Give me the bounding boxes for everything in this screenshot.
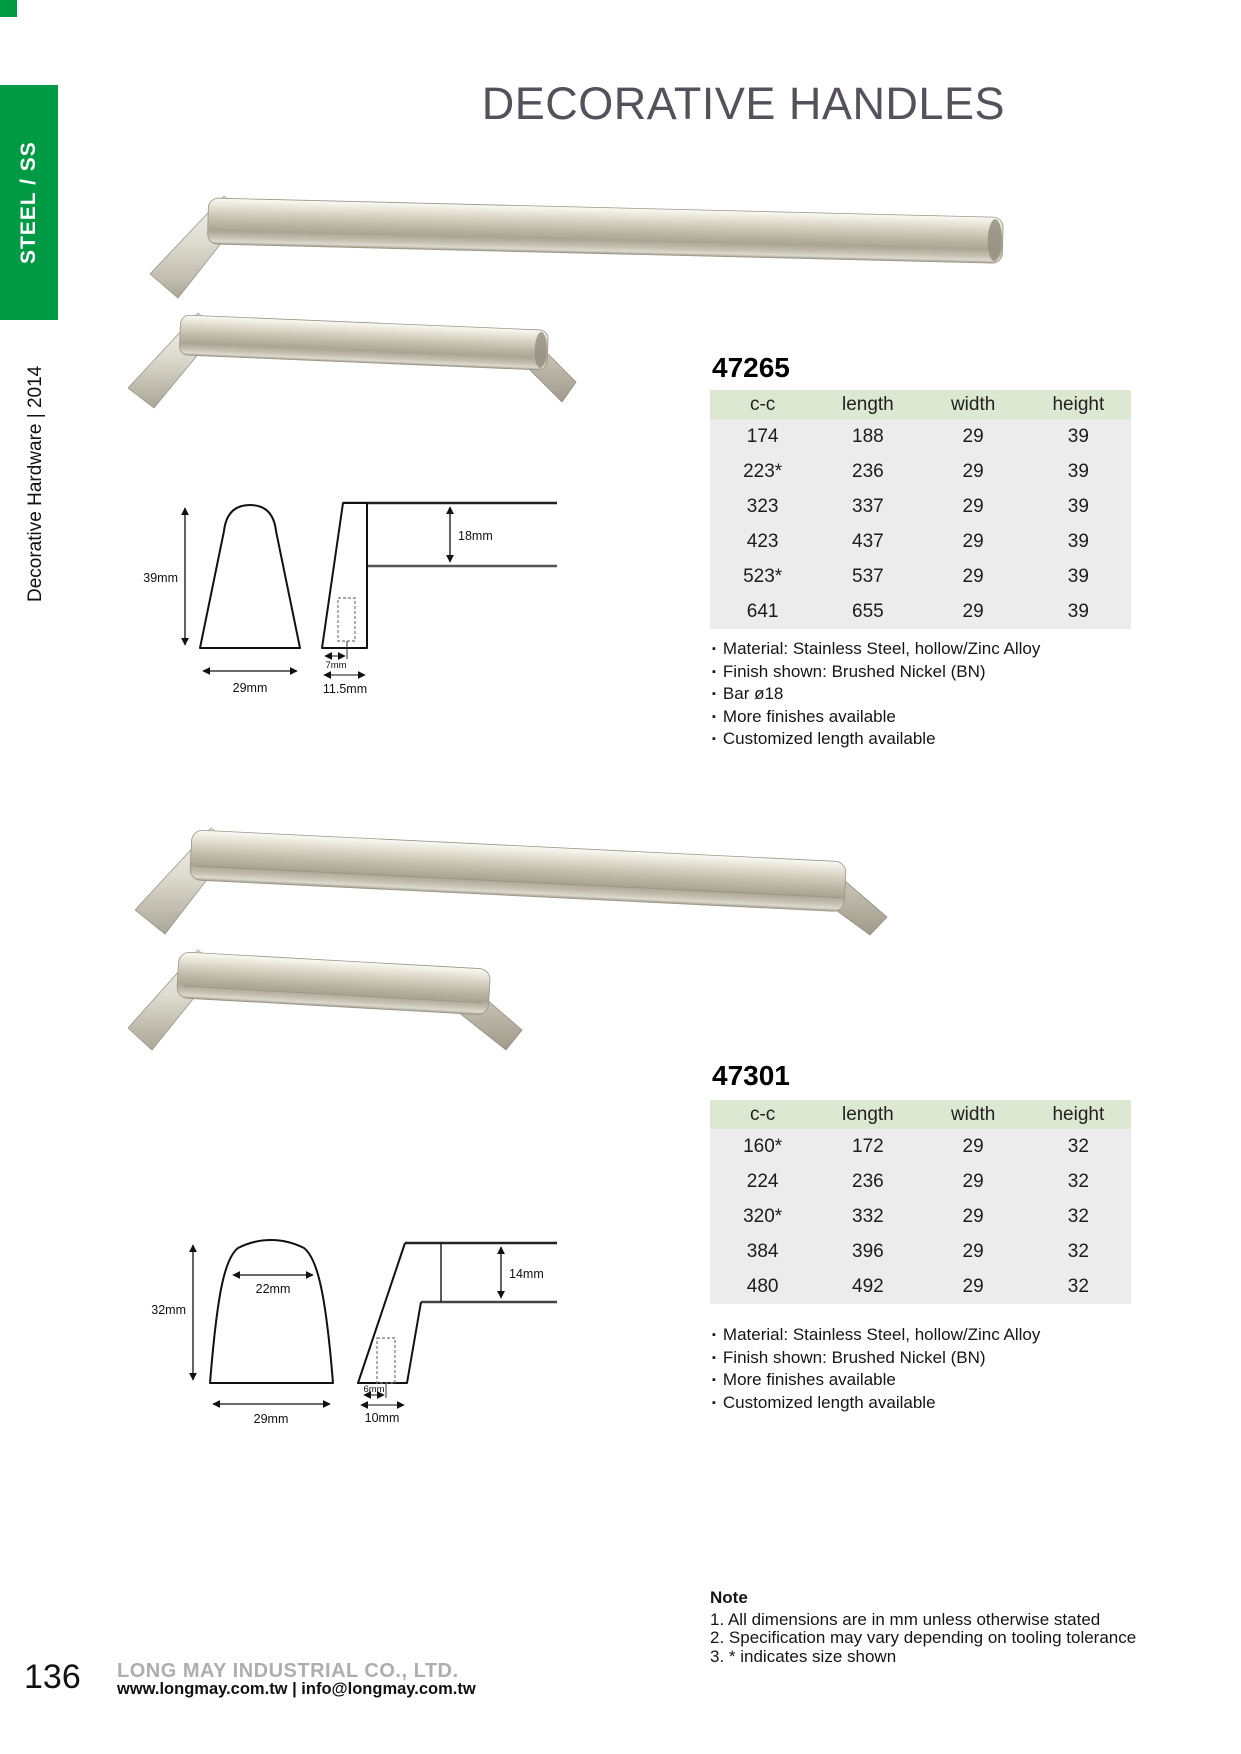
cell-height: 32	[1067, 1205, 1089, 1227]
product-photo-47265-short	[128, 310, 588, 410]
table-row	[710, 419, 1131, 454]
page-number: 136	[24, 1658, 81, 1696]
dim-label-hole: 6mm	[363, 1384, 385, 1395]
spec-table-header	[710, 1100, 1131, 1129]
feature-list-47301	[712, 1326, 1040, 1416]
cell-cc: 423	[746, 530, 779, 552]
note-block	[710, 1589, 1136, 1666]
cell-cc: 320*	[743, 1205, 783, 1227]
model-number: 47265	[712, 352, 790, 383]
handle-bar	[177, 952, 491, 1015]
cell-cc: 384	[746, 1240, 779, 1262]
table-row	[710, 454, 1131, 489]
cell-cc: 480	[746, 1275, 779, 1297]
cell-height: 32	[1067, 1135, 1089, 1157]
cell-width: 29	[962, 1135, 984, 1157]
cell-cc: 323	[746, 495, 779, 517]
col-header-width: width	[950, 393, 996, 415]
cell-height: 32	[1067, 1170, 1089, 1192]
cell-width: 29	[962, 1205, 984, 1227]
cell-length: 172	[852, 1135, 884, 1157]
col-header-cc: c-c	[749, 393, 776, 415]
col-header-height: height	[1052, 1103, 1105, 1125]
cell-cc: 174	[746, 425, 779, 447]
dim-label-foot: 11.5mm	[322, 682, 368, 696]
note-line: 1. All dimensions are in mm unless otherwise stated	[710, 1609, 1101, 1629]
cell-height: 39	[1067, 565, 1089, 587]
col-header-length: length	[841, 1103, 894, 1125]
product-photo-47265-long	[150, 192, 1015, 300]
feature-item: ▪ More finishes available	[712, 1371, 1040, 1390]
dim-label-height: 32mm	[151, 1303, 186, 1317]
col-header-cc: c-c	[749, 1103, 776, 1125]
cell-width: 29	[962, 530, 984, 552]
cell-length: 437	[852, 530, 884, 552]
col-header-length: length	[841, 393, 894, 415]
cell-cc: 224	[746, 1170, 779, 1192]
cell-length: 655	[852, 600, 884, 622]
cell-length: 236	[852, 460, 884, 482]
dim-label-hole: 7mm	[325, 660, 347, 671]
category-tab-label: STEEL / SS	[17, 141, 40, 264]
col-header-width: width	[950, 1103, 996, 1125]
col-header-height: height	[1052, 393, 1105, 415]
note-line: 3. * indicates size shown	[710, 1646, 897, 1666]
cell-length: 492	[852, 1275, 884, 1297]
model-number: 47301	[712, 1060, 790, 1091]
cell-width: 29	[962, 1240, 984, 1262]
dim-label-base: 29mm	[253, 1412, 289, 1426]
table-row	[710, 559, 1131, 594]
cell-cc: 641	[746, 600, 779, 622]
dim-label-top-width: 22mm	[255, 1282, 291, 1296]
cell-width: 29	[962, 565, 984, 587]
cell-height: 32	[1067, 1275, 1089, 1297]
cell-length: 337	[852, 495, 884, 517]
feature-item: ▪ Material: Stainless Steel, hollow/Zinc Alloy	[712, 1326, 1040, 1345]
cell-length: 236	[852, 1170, 884, 1192]
feature-item: ▪ Material: Stainless Steel, hollow/Zinc Alloy	[712, 640, 1040, 659]
tech-drawing-47301	[140, 1235, 570, 1427]
cell-height: 39	[1067, 425, 1089, 447]
cell-width: 29	[962, 495, 984, 517]
cell-cc: 523*	[743, 565, 783, 587]
cell-width: 29	[962, 1170, 984, 1192]
dim-label-bar: 18mm	[458, 529, 493, 543]
handle-bar	[207, 198, 1003, 263]
feature-item: ▪ Customized length available	[712, 1394, 1040, 1413]
cell-height: 39	[1067, 600, 1089, 622]
cell-height: 39	[1067, 460, 1089, 482]
feature-item: ▪ Bar ø18	[712, 685, 1040, 704]
product-photo-47301-long	[135, 822, 900, 942]
cell-length: 332	[852, 1205, 884, 1227]
cell-width: 29	[962, 1275, 984, 1297]
dim-label-height: 39mm	[143, 571, 178, 585]
cell-height: 39	[1067, 530, 1089, 552]
handle-bar	[190, 830, 847, 912]
product-photo-47301-short	[128, 946, 533, 1056]
table-row	[710, 1164, 1131, 1199]
spec-table-47301	[710, 1100, 1131, 1304]
feature-list-47265	[712, 640, 1040, 753]
cell-width: 29	[962, 425, 984, 447]
foot-profile-outline	[322, 503, 367, 648]
category-tab	[0, 85, 58, 320]
note-line: 2. Specification may vary depending on tooling tolerance	[710, 1628, 1137, 1647]
table-row	[710, 1129, 1131, 1164]
dome-profile-outline	[200, 505, 300, 648]
note-heading: Note	[710, 1588, 748, 1607]
feature-item: ▪ Finish shown: Brushed Nickel (BN)	[712, 1349, 1040, 1368]
cell-width: 29	[962, 600, 984, 622]
feature-item: ▪ Customized length available	[712, 730, 1040, 749]
feature-item: ▪ Finish shown: Brushed Nickel (BN)	[712, 663, 1040, 682]
table-row	[710, 524, 1131, 559]
cell-cc: 223*	[743, 460, 783, 482]
table-row	[710, 1269, 1131, 1304]
cell-length: 188	[852, 425, 884, 447]
company-name: LONG MAY INDUSTRIAL CO., LTD.	[117, 1660, 459, 1682]
dim-label-base: 29mm	[232, 681, 268, 695]
dim-label-foot: 10mm	[364, 1411, 400, 1425]
corner-mark	[0, 0, 17, 17]
tech-drawing-47265	[140, 495, 570, 705]
table-row	[710, 1234, 1131, 1269]
cell-width: 29	[962, 460, 984, 482]
dome-profile-outline	[210, 1240, 333, 1383]
cell-height: 39	[1067, 495, 1089, 517]
cell-length: 537	[852, 565, 884, 587]
table-row	[710, 1199, 1131, 1234]
cell-length: 396	[852, 1240, 884, 1262]
cell-height: 32	[1067, 1240, 1089, 1262]
edition-caption	[16, 348, 56, 620]
feature-item: ▪ More finishes available	[712, 708, 1040, 727]
table-row	[710, 489, 1131, 524]
dim-label-bar: 14mm	[509, 1267, 544, 1281]
cell-cc: 160*	[743, 1135, 783, 1157]
edition-caption-label: Decorative Hardware | 2014	[25, 365, 46, 603]
foot-profile-outline	[358, 1243, 421, 1383]
spec-table-47265	[710, 390, 1131, 629]
page-title: DECORATIVE HANDLES	[481, 78, 1005, 129]
table-row	[710, 594, 1131, 629]
spec-table-header	[710, 390, 1131, 419]
company-contact: www.longmay.com.tw | info@longmay.com.tw	[117, 1680, 476, 1698]
handle-bar	[179, 315, 548, 370]
